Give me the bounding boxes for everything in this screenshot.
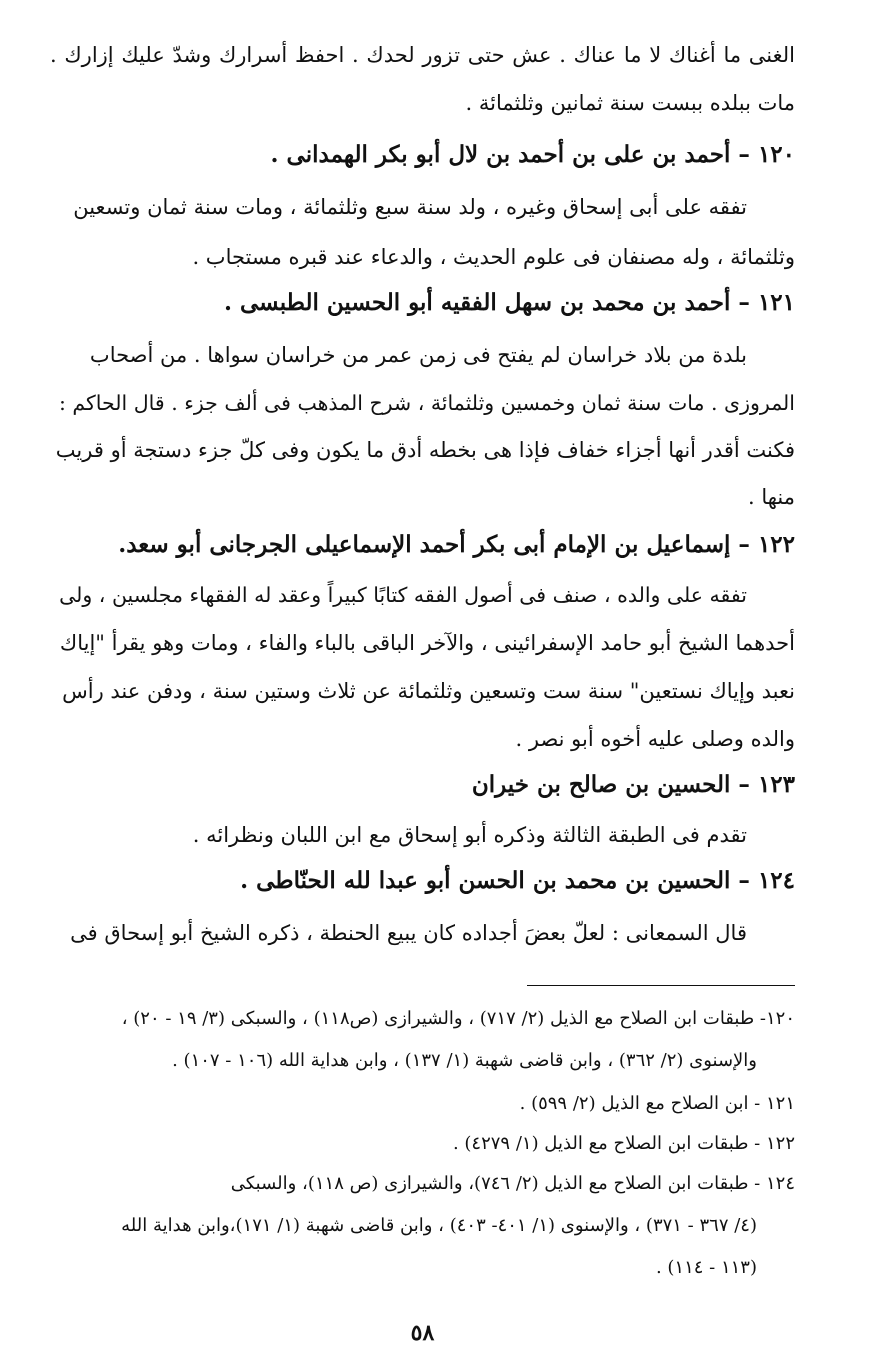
footnote-line: والإسنوى (٢/ ٣٦٢) ، وابن قاضى شهبة (١/ ١٣٧) ، وابن هداية الله (١٠٦ - ١٠٧) . [172, 1050, 757, 1071]
footnote-line: (٤/ ٣٦٧ - ٣٧١) ، والإسنوى (١/ ٤٠١- ٤٠٣) ، وابن قاضى شهبة (١/ ١٧١)،وابن هداية الله [121, 1215, 757, 1236]
text-line: أحدهما الشيخ أبو حامد الإسفرائينى ، والآخر الباقى بالباء والفاء ، ومات وهو يقرأ "إياك [59, 631, 795, 655]
text-line: بلدة من بلاد خراسان لم يفتح فى زمن عمر من خراسان سواها . من أصحاب [89, 343, 747, 367]
text-line: الغنى ما أغناك لا ما عناك . عش حتى تزور لحدك . احفظ أسرارك وشدّ عليك إزارك . [50, 43, 795, 67]
entry-heading-123: ١٢٣ – الحسين بن صالح بن خيران [471, 771, 795, 798]
text-line: والده وصلى عليه أخوه أبو نصر . [515, 727, 795, 751]
text-line: تفقه على أبى إسحاق وغيره ، ولد سنة سبع وثلثمائة ، ومات سنة ثمان وتسعين [73, 195, 747, 219]
footnote-line: ١٢٢ - طبقات ابن الصلاح مع الذيل (١/ ٤٢٧٩) . [452, 1133, 795, 1154]
footnote-line: ١٢٤ - طبقات ابن الصلاح مع الذيل (٢/ ٧٤٦)، والشيرازى (ص ١١٨)، والسبكى [230, 1173, 795, 1194]
entry-heading-120: ١٢٠ – أحمد بن على بن أحمد بن لال أبو بكر الهمدانى . [270, 141, 795, 168]
text-line: قال السمعانى : لعلّ بعضَ أجداده كان يبيع الحنطة ، ذكره الشيخ أبو إسحاق فى [70, 921, 747, 945]
page-number: ٥٨ [410, 1320, 435, 1346]
footnote-divider [527, 985, 795, 986]
text-line: منها . [747, 485, 795, 509]
text-line: تقدم فى الطبقة الثالثة وذكره أبو إسحاق مع ابن اللبان ونظرائه . [192, 823, 747, 847]
text-line: مات ببلده ببست سنة ثمانين وثلثمائة . [465, 91, 795, 115]
entry-heading-121: ١٢١ – أحمد بن محمد بن سهل الفقيه أبو الحسين الطبسى . [224, 289, 795, 316]
text-line: تفقه على والده ، صنف فى أصول الفقه كتابًا كبيراً وعقد له الفقهاء مجلسين ، ولى [59, 583, 747, 607]
footnote-line: ١٢١ - ابن الصلاح مع الذيل (٢/ ٥٩٩) . [519, 1093, 795, 1114]
footnote-line: (١١٣ - ١١٤) . [655, 1257, 757, 1278]
text-line: فكنت أقدر أنها أجزاء خفاف فإذا هى بخطه أدق ما يكون وفى كلّ جزء دستجة أو قريب [55, 438, 795, 462]
entry-heading-124: ١٢٤ – الحسين بن محمد بن الحسن أبو عبدا لله الحنّاطى . [240, 867, 795, 894]
text-line: وثلثمائة ، وله مصنفان فى علوم الحديث ، والدعاء عند قبره مستجاب . [192, 245, 795, 269]
footnote-line: ١٢٠- طبقات ابن الصلاح مع الذيل (٢/ ٧١٧) ، والشيرازى (ص١١٨) ، والسبكى (٣/ ١٩ - ٢٠) ، [121, 1008, 795, 1029]
book-page [50, 30, 795, 1346]
entry-heading-122: ١٢٢ – إسماعيل بن الإمام أبى بكر أحمد الإسماعيلى الجرجانى أبو سعد. [118, 531, 795, 558]
text-line: نعبد وإياك نستعين" سنة ست وتسعين وثلثمائة عن ثلاث وستين سنة ، ودفن عند رأس [62, 679, 795, 703]
text-line: المروزى . مات سنة ثمان وخمسين وثلثمائة ، شرح المذهب فى ألف جزء . قال الحاكم : [58, 391, 795, 415]
